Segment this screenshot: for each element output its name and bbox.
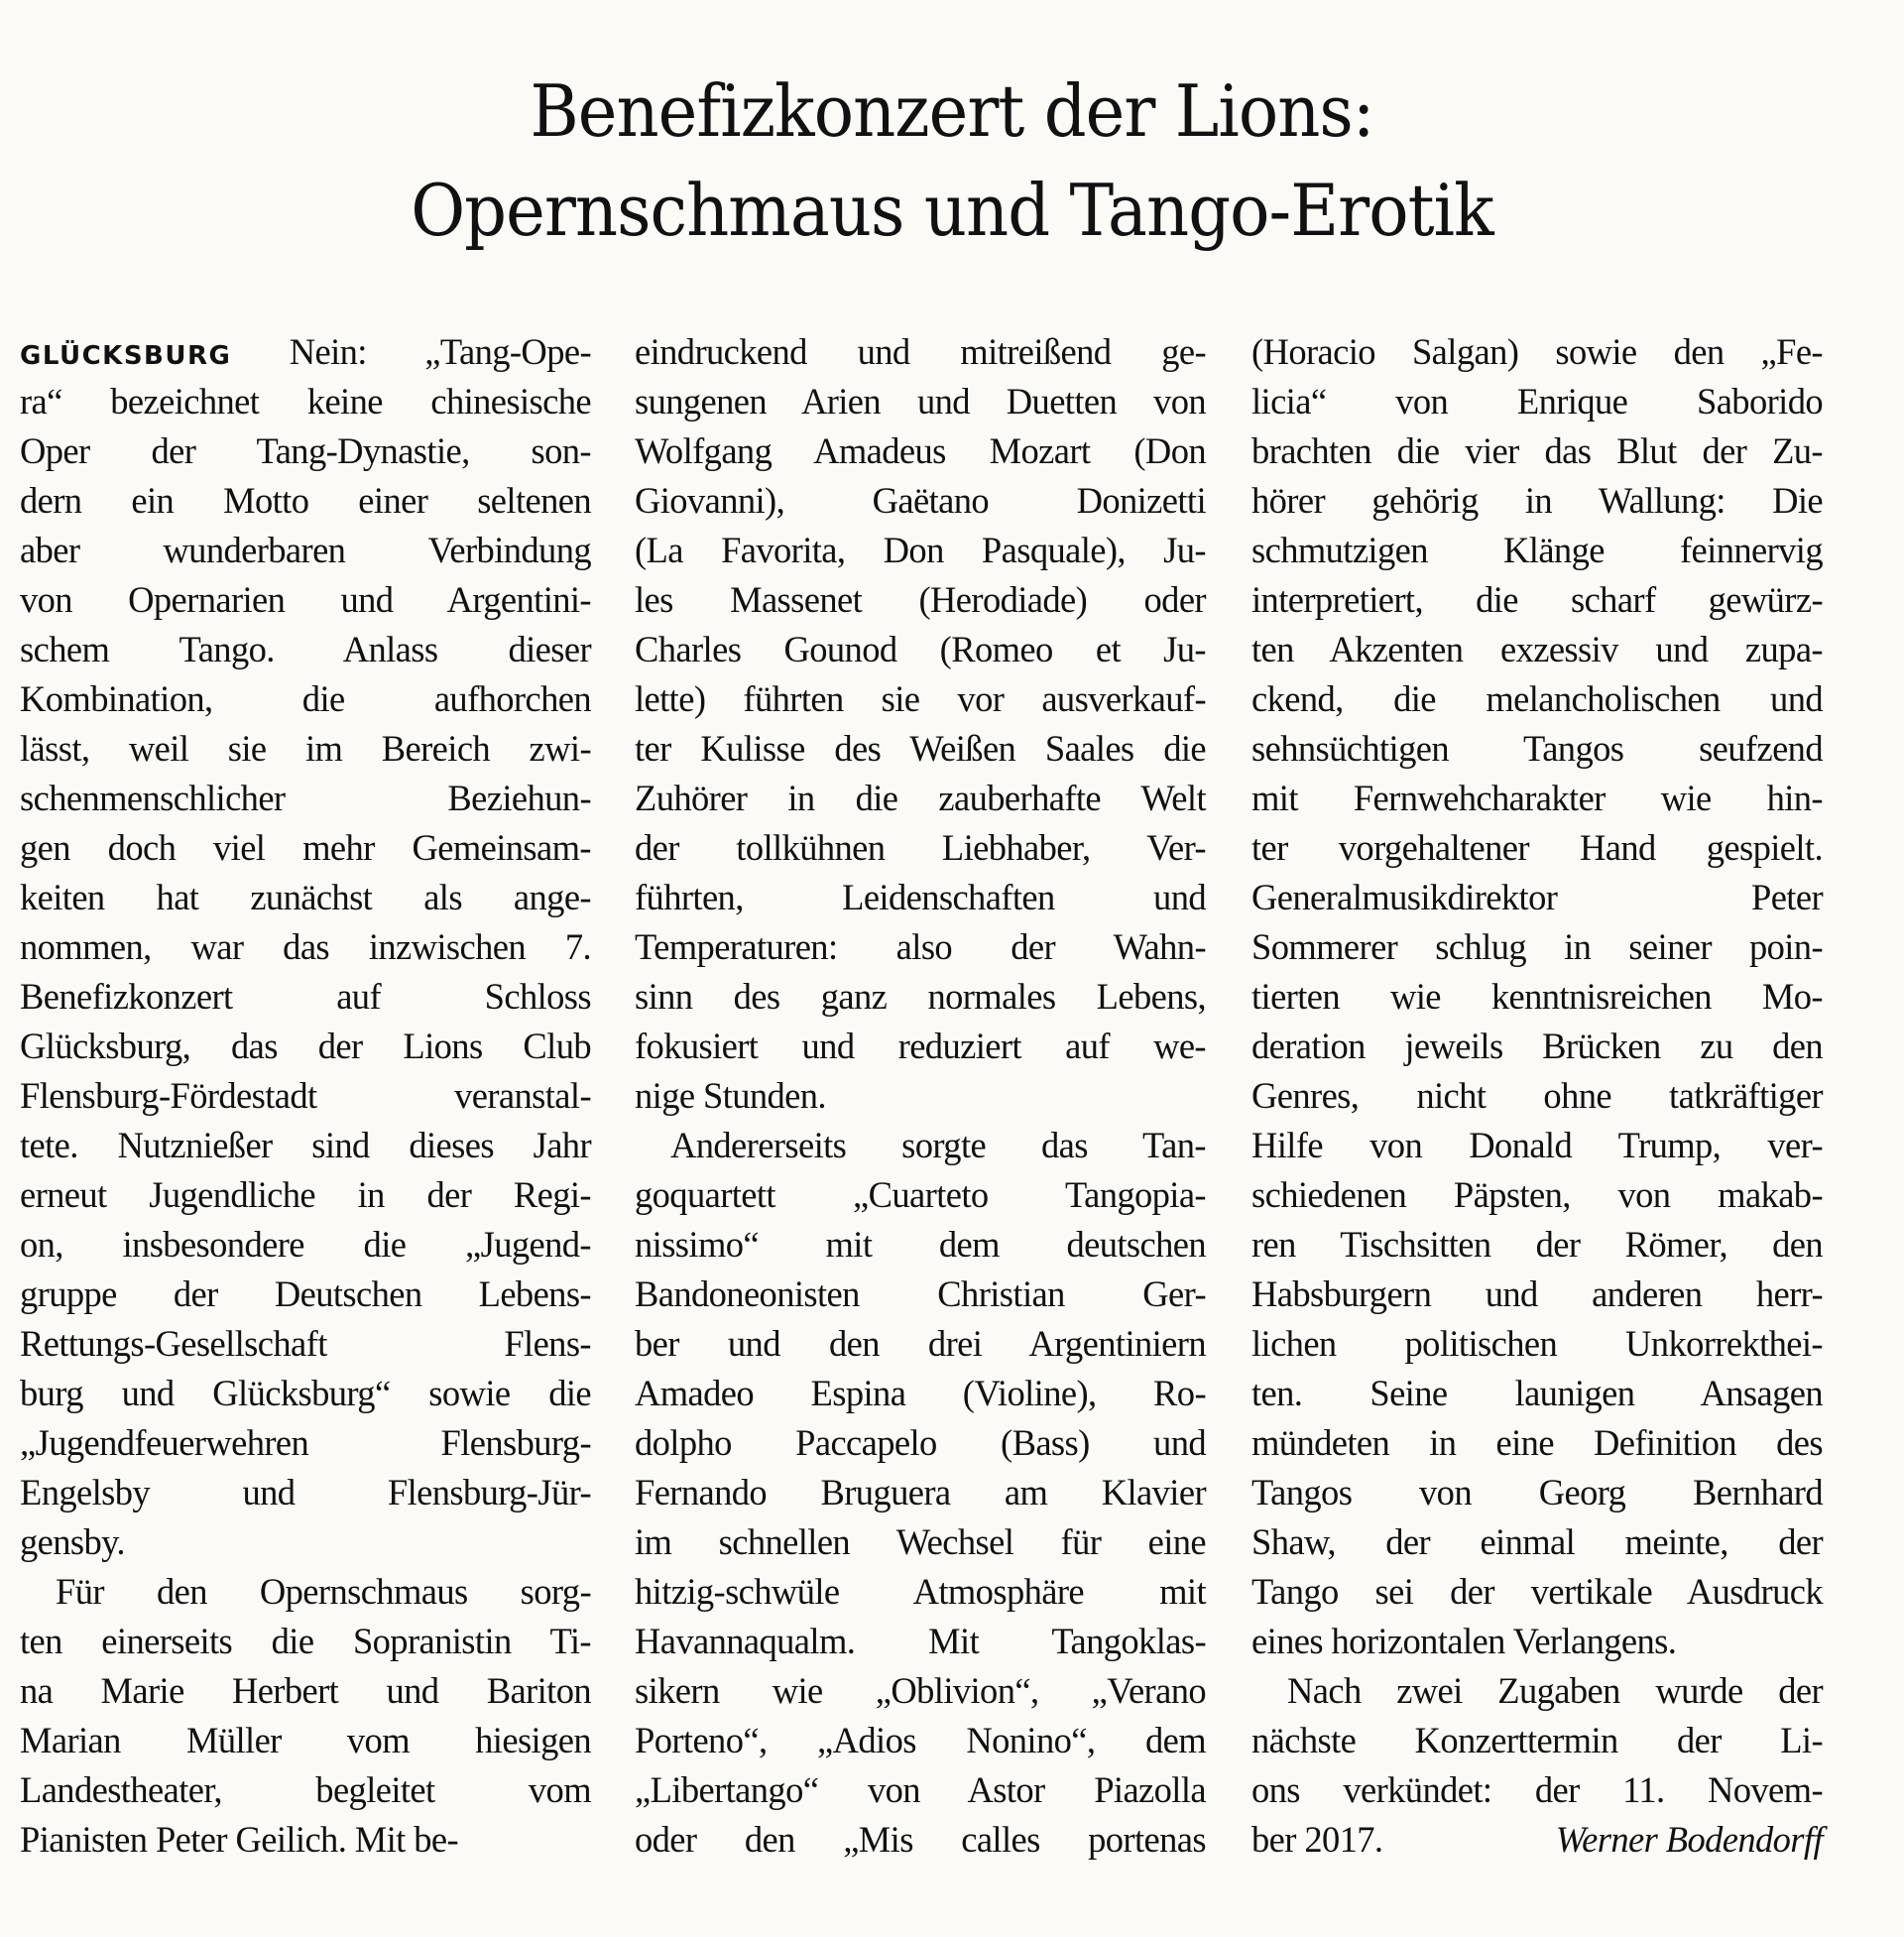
article-line: Glücksburg, das der Lions Club (20, 1026, 591, 1066)
article-line: Sommerer schlug in seiner poin- (1251, 926, 1823, 967)
article-line: interpretiert, die scharf gewürz- (1251, 579, 1823, 620)
article-line: erneut Jugendliche in der Regi- (20, 1174, 591, 1215)
article-line: führten, Leidenschaften und (635, 877, 1206, 917)
article-line: nommen, war das inzwischen 7. (20, 926, 591, 967)
article-line (20, 327, 591, 377)
article-line: Nach zwei Zugaben wurde der (1287, 1670, 1823, 1711)
article-line: goquartett „Cuarteto Tangopia- (635, 1174, 1206, 1215)
article-line: Zuhörer in die zauberhafte Welt (635, 778, 1206, 818)
article-line-text: Nein: „Tang-Ope- (289, 331, 592, 372)
article-line: schmutzigen Klänge feinnervig (1251, 530, 1823, 570)
article-line: Giovanni), Gaëtano Donizetti (635, 480, 1206, 521)
article-line: Habsburgern und anderen herr- (1251, 1273, 1823, 1314)
article-line: sinn des ganz normales Lebens, (635, 976, 1206, 1017)
article-line: Temperaturen: also der Wahn- (635, 926, 1206, 967)
article-line: hörer gehörig in Wallung: Die (1251, 480, 1823, 521)
article-line: „Libertango“ von Astor Piazolla (635, 1769, 1206, 1810)
article-line: nige Stunden. (635, 1075, 826, 1116)
article-line: ra“ bezeichnet keine chinesische (20, 381, 591, 422)
article-line: Bandoneonisten Christian Ger- (635, 1273, 1206, 1314)
article-line: Fernando Bruguera am Klavier (635, 1472, 1206, 1513)
article-line: ons verkündet: der 11. Novem- (1251, 1769, 1823, 1810)
article-line: aber wunderbaren Verbindung (20, 530, 591, 570)
article-line: Für den Opernschmaus sorg- (56, 1571, 591, 1612)
article-line: ter vorgehaltener Hand gespielt. (1251, 827, 1823, 868)
headline-line-2: Opernschmaus und Tango-Erotik (411, 169, 1493, 252)
article-line: na Marie Herbert und Bariton (20, 1670, 591, 1711)
article-line: sungenen Arien und Duetten von (635, 381, 1206, 422)
article-line: Generalmusikdirektor Peter (1251, 877, 1823, 917)
article-line: schenmenschlicher Beziehun- (20, 778, 591, 818)
article-line: von Opernarien und Argentini- (20, 579, 591, 620)
article-line: on, insbesondere die „Jugend- (20, 1224, 591, 1265)
article-line: hitzig-schwüle Atmosphäre mit (635, 1571, 1206, 1612)
article-line: ckend, die melancholischen und (1251, 678, 1823, 719)
article-line: gen doch viel mehr Gemeinsam- (20, 827, 591, 868)
article-line: fokusiert und reduziert auf we- (635, 1026, 1206, 1066)
article-line: oder den „Mis calles portenas (635, 1819, 1206, 1860)
article-line: Charles Gounod (Romeo et Ju- (635, 629, 1206, 669)
article-line: ber und den drei Argentiniern (635, 1323, 1206, 1364)
article-line: Landestheater, begleitet vom (20, 1769, 591, 1810)
author-signature: Werner Bodendorff (1555, 1819, 1823, 1860)
article-line: dolpho Paccapelo (Bass) und (635, 1422, 1206, 1463)
article-line: (Horacio Salgan) sowie den „Fe- (1251, 331, 1823, 372)
article-line: gensby. (20, 1521, 125, 1562)
article-line: im schnellen Wechsel für eine (635, 1521, 1206, 1562)
headline (66, 61, 1838, 260)
article-line: ten. Seine launigen Ansagen (1251, 1373, 1823, 1413)
article-line: Flensburg-Fördestadt veranstal- (20, 1075, 591, 1116)
article-line: Amadeo Espina (Violine), Ro- (635, 1373, 1206, 1413)
article-line: Porteno“, „Adios Nonino“, dem (635, 1720, 1206, 1760)
article-line: brachten die vier das Blut der Zu- (1251, 430, 1823, 471)
article-line: les Massenet (Herodiade) oder (635, 579, 1206, 620)
article-column-3 (1251, 327, 1823, 1865)
article-line: Tango sei der vertikale Ausdruck (1251, 1571, 1823, 1612)
article-line: Shaw, der einmal meinte, der (1251, 1521, 1823, 1562)
article-line: Marian Müller vom hiesigen (20, 1720, 591, 1760)
article-line: Hilfe von Donald Trump, ver- (1251, 1125, 1823, 1165)
article-line: ter Kulisse des Weißen Saales die (635, 728, 1206, 769)
article-line: schiedenen Päpsten, von makab- (1251, 1174, 1823, 1215)
article-line: mündeten in eine Definition des (1251, 1422, 1823, 1463)
article-line: lässt, weil sie im Bereich zwi- (20, 728, 591, 769)
article-line: Benefizkonzert auf Schloss (20, 976, 591, 1017)
article-line: tete. Nutznießer sind dieses Jahr (20, 1125, 591, 1165)
article-line: Oper der Tang-Dynastie, son- (20, 430, 591, 471)
article-line: Tangos von Georg Bernhard (1251, 1472, 1823, 1513)
article-line: burg und Glücksburg“ sowie die (20, 1373, 591, 1413)
article-line: nissimo“ mit dem deutschen (635, 1224, 1206, 1265)
article-line: mit Fernwehcharakter wie hin- (1251, 778, 1823, 818)
article-line: Andererseits sorgte das Tan- (670, 1125, 1206, 1165)
article-line: tierten wie kenntnisreichen Mo- (1251, 976, 1823, 1017)
article-line: Genres, nicht ohne tatkräftiger (1251, 1075, 1823, 1116)
article-line: „Jugendfeuerwehren Flensburg- (20, 1422, 591, 1463)
article-line: Havannaqualm. Mit Tangoklas- (635, 1621, 1206, 1661)
article-line: lichen politischen Unkorrekthei- (1251, 1323, 1823, 1364)
article-line: deration jeweils Brücken zu den (1251, 1026, 1823, 1066)
article-line: (La Favorita, Don Pasquale), Ju- (635, 530, 1206, 570)
headline-line-1: Benefizkonzert der Lions: (530, 69, 1374, 153)
article-column-1 (20, 327, 591, 1865)
article-line: licia“ von Enrique Saborido (1251, 381, 1823, 422)
article-line: Kombination, die aufhorchen (20, 678, 591, 719)
article-line: ten Akzenten exzessiv und zupa- (1251, 629, 1823, 669)
article-line-text: ber 2017. (1251, 1819, 1383, 1860)
article-line: sikern wie „Oblivion“, „Verano (635, 1670, 1206, 1711)
article-line: keiten hat zunächst als ange- (20, 877, 591, 917)
article-line: eines horizontalen Verlangens. (1251, 1621, 1677, 1661)
article-column-2 (635, 327, 1206, 1865)
dateline: GLÜCKSBURG (20, 341, 232, 371)
article-line: Rettungs-Gesellschaft Flens- (20, 1323, 591, 1364)
article-line: gruppe der Deutschen Lebens- (20, 1273, 591, 1314)
article-line: Pianisten Peter Geilich. Mit be- (20, 1819, 459, 1860)
article-line: eindruckend und mitreißend ge- (635, 331, 1206, 372)
article-line: ten einerseits die Sopranistin Ti- (20, 1621, 591, 1661)
article-line: lette) führten sie vor ausverkauf- (635, 678, 1206, 719)
article-line: ren Tischsitten der Römer, den (1251, 1224, 1823, 1265)
article-line: der tollkühnen Liebhaber, Ver- (635, 827, 1206, 868)
article-line: Wolfgang Amadeus Mozart (Don (635, 430, 1206, 471)
article-line: dern ein Motto einer seltenen (20, 480, 591, 521)
article-line: sehnsüchtigen Tangos seufzend (1251, 728, 1823, 769)
article-line: nächste Konzerttermin der Li- (1251, 1720, 1823, 1760)
article-line: Engelsby und Flensburg-Jür- (20, 1472, 591, 1513)
article-line (1251, 1815, 1823, 1865)
article-line: schem Tango. Anlass dieser (20, 629, 591, 669)
